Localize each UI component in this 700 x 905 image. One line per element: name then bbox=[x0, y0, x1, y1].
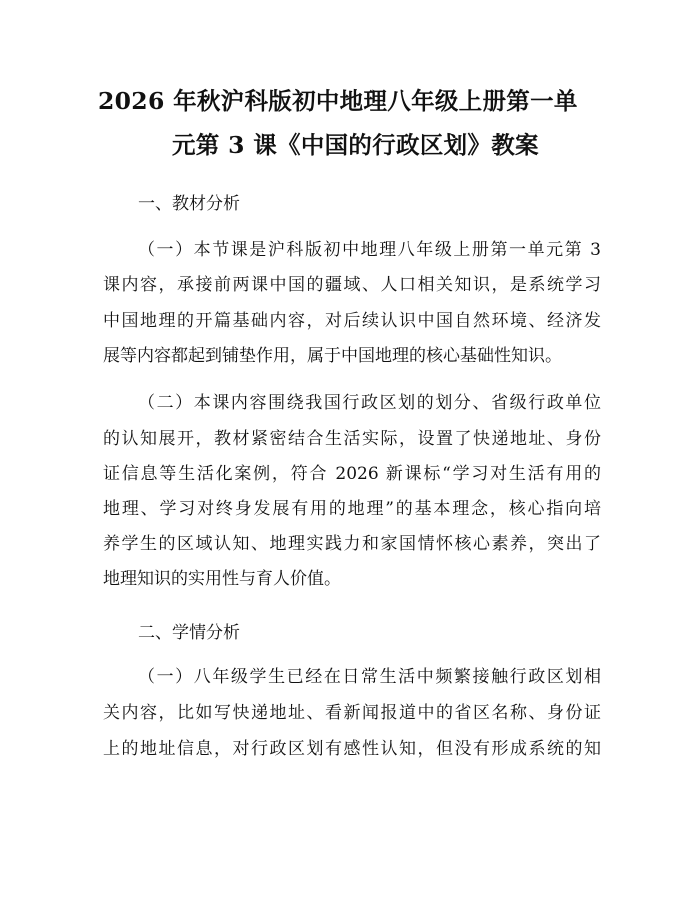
paragraph-line: 证信息等生活化案例，符合 2026 新课标“学习对生活有用的 bbox=[103, 464, 601, 484]
section-heading-students: 二、学情分析 bbox=[138, 623, 240, 643]
paragraph-line: 上的地址信息，对行政区划有感性认知，但没有形成系统的知 bbox=[103, 739, 601, 759]
paragraph-line: 展等内容都起到铺垫作用，属于中国地理的核心基础性知识。 bbox=[103, 346, 562, 366]
paragraph-line: 的认知展开，教材紧密结合生活实际，设置了快递地址、身份 bbox=[103, 429, 601, 449]
paragraph-line: （一）本节课是沪科版初中地理八年级上册第一单元第 3 bbox=[138, 240, 601, 260]
paragraph-line: （二）本课内容围绕我国行政区划的划分、省级行政单位 bbox=[138, 393, 601, 413]
paragraph-line: 养学生的区域认知、地理实践力和家国情怀核心素养，突出了 bbox=[103, 534, 601, 554]
paragraph-line: （一）八年级学生已经在日常生活中频繁接触行政区划相 bbox=[138, 667, 601, 687]
document-title-line-1: 2026 年秋沪科版初中地理八年级上册第一单 bbox=[98, 87, 578, 115]
paragraph-line: 地理、学习对终身发展有用的地理”的基本理念，核心指向培 bbox=[103, 499, 601, 519]
paragraph-line: 地理知识的实用性与育人价值。 bbox=[103, 569, 341, 589]
paragraph-line: 课内容，承接前两课中国的疆域、人口相关知识，是系统学习 bbox=[103, 275, 601, 295]
section-heading-materials: 一、教材分析 bbox=[138, 194, 240, 214]
paragraph-line: 中国地理的开篇基础内容，对后续认识中国自然环境、经济发 bbox=[103, 311, 601, 331]
paragraph-line: 关内容，比如写快递地址、看新闻报道中的省区名称、身份证 bbox=[103, 703, 601, 723]
document-title-line-2: 元第 3 课《中国的行政区划》教案 bbox=[172, 131, 539, 159]
